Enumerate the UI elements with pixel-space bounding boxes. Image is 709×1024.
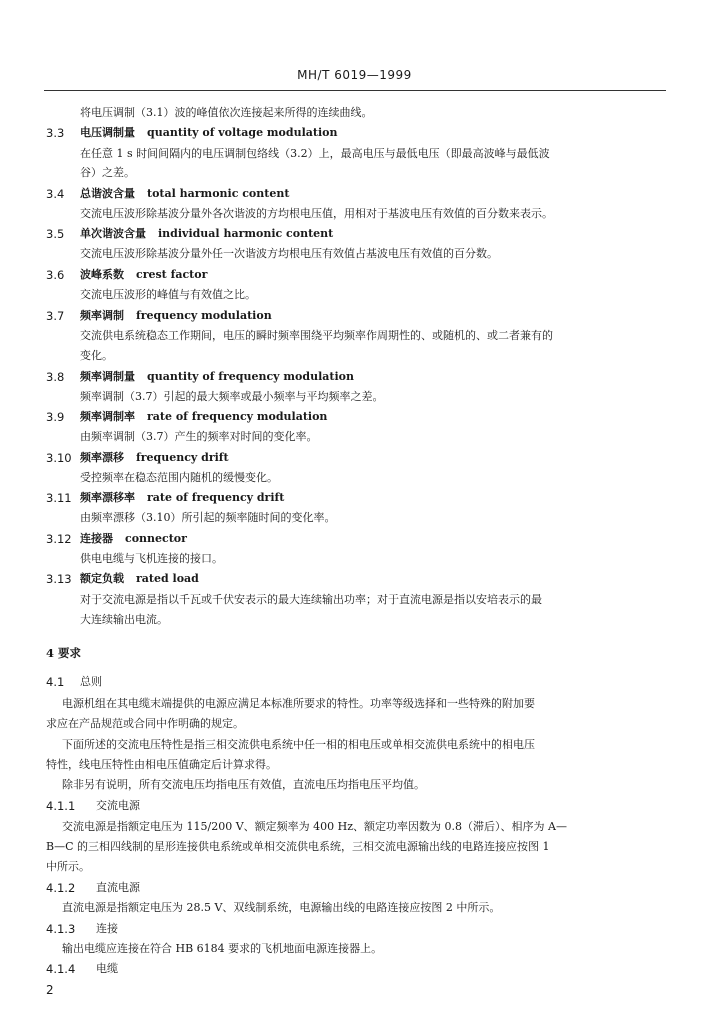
clause-number: 3.10 bbox=[46, 451, 72, 465]
clause-term bbox=[80, 491, 284, 505]
clause-number: 3.11 bbox=[46, 491, 72, 505]
paragraph-text: 大连续输出电流。 bbox=[80, 613, 168, 626]
clause-number: 4.1.2 bbox=[46, 881, 76, 895]
clause-term bbox=[80, 572, 199, 586]
paragraph-text: 输出电缆应连接在符合 HB 6184 要求的飞机地面电源连接器上。 bbox=[62, 942, 383, 955]
paragraph-text: 下面所述的交流电压特性是指三相交流供电系统中任一相的相电压或单相交流供电系统中的相电压 bbox=[62, 738, 535, 751]
header-divider bbox=[44, 90, 666, 91]
chapter-title: 4 要求 bbox=[46, 646, 82, 660]
paragraph-text: 频率调制（3.7）引起的最大频率或最小频率与平均频率之差。 bbox=[80, 390, 384, 403]
clause-title: 总则 bbox=[80, 675, 102, 688]
term-en: total harmonic content bbox=[147, 187, 290, 200]
clause-number: 3.6 bbox=[46, 268, 65, 282]
term-cn: 频率调制量 bbox=[80, 370, 135, 383]
paragraph-text: 变化。 bbox=[80, 349, 113, 362]
clause-title: 直流电源 bbox=[96, 881, 140, 894]
term-cn: 频率调制率 bbox=[80, 410, 135, 423]
term-cn: 连接器 bbox=[80, 532, 113, 545]
paragraph-text: 直流电源是指额定电压为 28.5 V、双线制系统，电源输出线的电路连接应按图 2 中所示。 bbox=[62, 901, 501, 914]
term-en: quantity of frequency modulation bbox=[147, 370, 354, 383]
clause-term bbox=[80, 532, 187, 546]
term-en: rate of frequency modulation bbox=[147, 410, 328, 423]
page-number: 2 bbox=[46, 983, 54, 997]
clause-title: 连接 bbox=[96, 922, 118, 935]
clause-term bbox=[80, 126, 337, 140]
term-en: connector bbox=[125, 532, 187, 545]
clause-number: 3.13 bbox=[46, 572, 72, 586]
paragraph-text: 供电电缆与飞机连接的接口。 bbox=[80, 552, 223, 565]
paragraph-text: 由频率调制（3.7）产生的频率对时间的变化率。 bbox=[80, 430, 318, 443]
paragraph-text: 对于交流电源是指以千瓦或千伏安表示的最大连续输出功率；对于直流电源是指以安培表示的最 bbox=[80, 593, 542, 606]
term-en: frequency modulation bbox=[136, 309, 272, 322]
clause-term bbox=[80, 410, 327, 424]
term-en: frequency drift bbox=[136, 451, 229, 464]
clause-title: 交流电源 bbox=[96, 799, 140, 812]
clause-term bbox=[80, 370, 354, 384]
term-en: quantity of voltage modulation bbox=[147, 126, 338, 139]
term-cn: 额定负载 bbox=[80, 572, 124, 585]
paragraph-text: 交流电源是指额定电压为 115/200 V、额定频率为 400 Hz、额定功率因数为 0.8（滞后）、相序为 A— bbox=[62, 820, 567, 833]
clause-number: 4.1.1 bbox=[46, 799, 76, 813]
term-en: crest factor bbox=[136, 268, 208, 281]
paragraph-text: 交流电压波形除基波分量外任一次谐波方均根电压有效值占基波电压有效值的百分数。 bbox=[80, 247, 498, 260]
paragraph-text: 电源机组在其电缆末端提供的电源应满足本标准所要求的特性。功率等级选择和一些特殊的附加要 bbox=[62, 697, 535, 710]
clause-number: 4.1 bbox=[46, 675, 65, 689]
clause-number: 4.1.4 bbox=[46, 962, 76, 976]
clause-number: 3.5 bbox=[46, 227, 65, 241]
paragraph-text: 除非另有说明，所有交流电压均指电压有效值，直流电压均指电压平均值。 bbox=[62, 778, 425, 791]
clause-term bbox=[80, 309, 272, 323]
term-cn: 总谐波含量 bbox=[80, 187, 135, 200]
paragraph-text: 特性，线电压特性由相电压值确定后计算求得。 bbox=[46, 758, 277, 771]
clause-number: 3.3 bbox=[46, 126, 65, 140]
paragraph-text: 谷）之差。 bbox=[80, 166, 135, 179]
clause-term bbox=[80, 268, 207, 282]
term-cn: 频率调制 bbox=[80, 309, 124, 322]
clause-number: 4.1.3 bbox=[46, 922, 76, 936]
clause-number: 3.7 bbox=[46, 309, 65, 323]
paragraph-text: 中所示。 bbox=[46, 860, 90, 873]
term-cn: 频率漂移 bbox=[80, 451, 124, 464]
paragraph-text: 交流电压波形的峰值与有效值之比。 bbox=[80, 288, 256, 301]
paragraph-text: 受控频率在稳态范围内随机的缓慢变化。 bbox=[80, 471, 278, 484]
term-cn: 波峰系数 bbox=[80, 268, 124, 281]
paragraph-text: 在任意 1 s 时间间隔内的电压调制包络线（3.2）上，最高电压与最低电压（即最高波峰与最低波 bbox=[80, 147, 550, 160]
clause-number: 3.9 bbox=[46, 410, 65, 424]
clause-term bbox=[80, 227, 333, 241]
clause-number: 3.8 bbox=[46, 370, 65, 384]
term-cn: 单次谐波含量 bbox=[80, 227, 146, 240]
paragraph-text: 交流电压波形除基波分量外各次谐波的方均根电压值，用相对于基波电压有效值的百分数来表示。 bbox=[80, 207, 553, 220]
clause-number: 3.4 bbox=[46, 187, 65, 201]
clause-term bbox=[80, 451, 229, 465]
term-en: rate of frequency drift bbox=[147, 491, 285, 504]
term-cn: 频率漂移率 bbox=[80, 491, 135, 504]
paragraph-text: 由频率漂移（3.10）所引起的频率随时间的变化率。 bbox=[80, 511, 336, 524]
clause-term bbox=[80, 187, 289, 201]
clause-title: 电缆 bbox=[96, 962, 118, 975]
term-cn: 电压调制量 bbox=[80, 126, 135, 139]
term-en: individual harmonic content bbox=[158, 227, 334, 240]
page-header: MH/T 6019—1999 bbox=[297, 68, 412, 82]
term-en: rated load bbox=[136, 572, 199, 585]
paragraph-text: B—C 的三相四线制的星形连接供电系统或单相交流供电系统，三相交流电源输出线的电路连接应按图 1 bbox=[46, 840, 550, 853]
paragraph-text: 求应在产品规范或合同中作明确的规定。 bbox=[46, 717, 244, 730]
paragraph-text: 交流供电系统稳态工作期间，电压的瞬时频率围绕平均频率作周期性的、或随机的、或二者兼有的 bbox=[80, 329, 553, 342]
paragraph-text: 将电压调制（3.1）波的峰值依次连接起来所得的连续曲线。 bbox=[80, 106, 373, 119]
clause-number: 3.12 bbox=[46, 532, 72, 546]
